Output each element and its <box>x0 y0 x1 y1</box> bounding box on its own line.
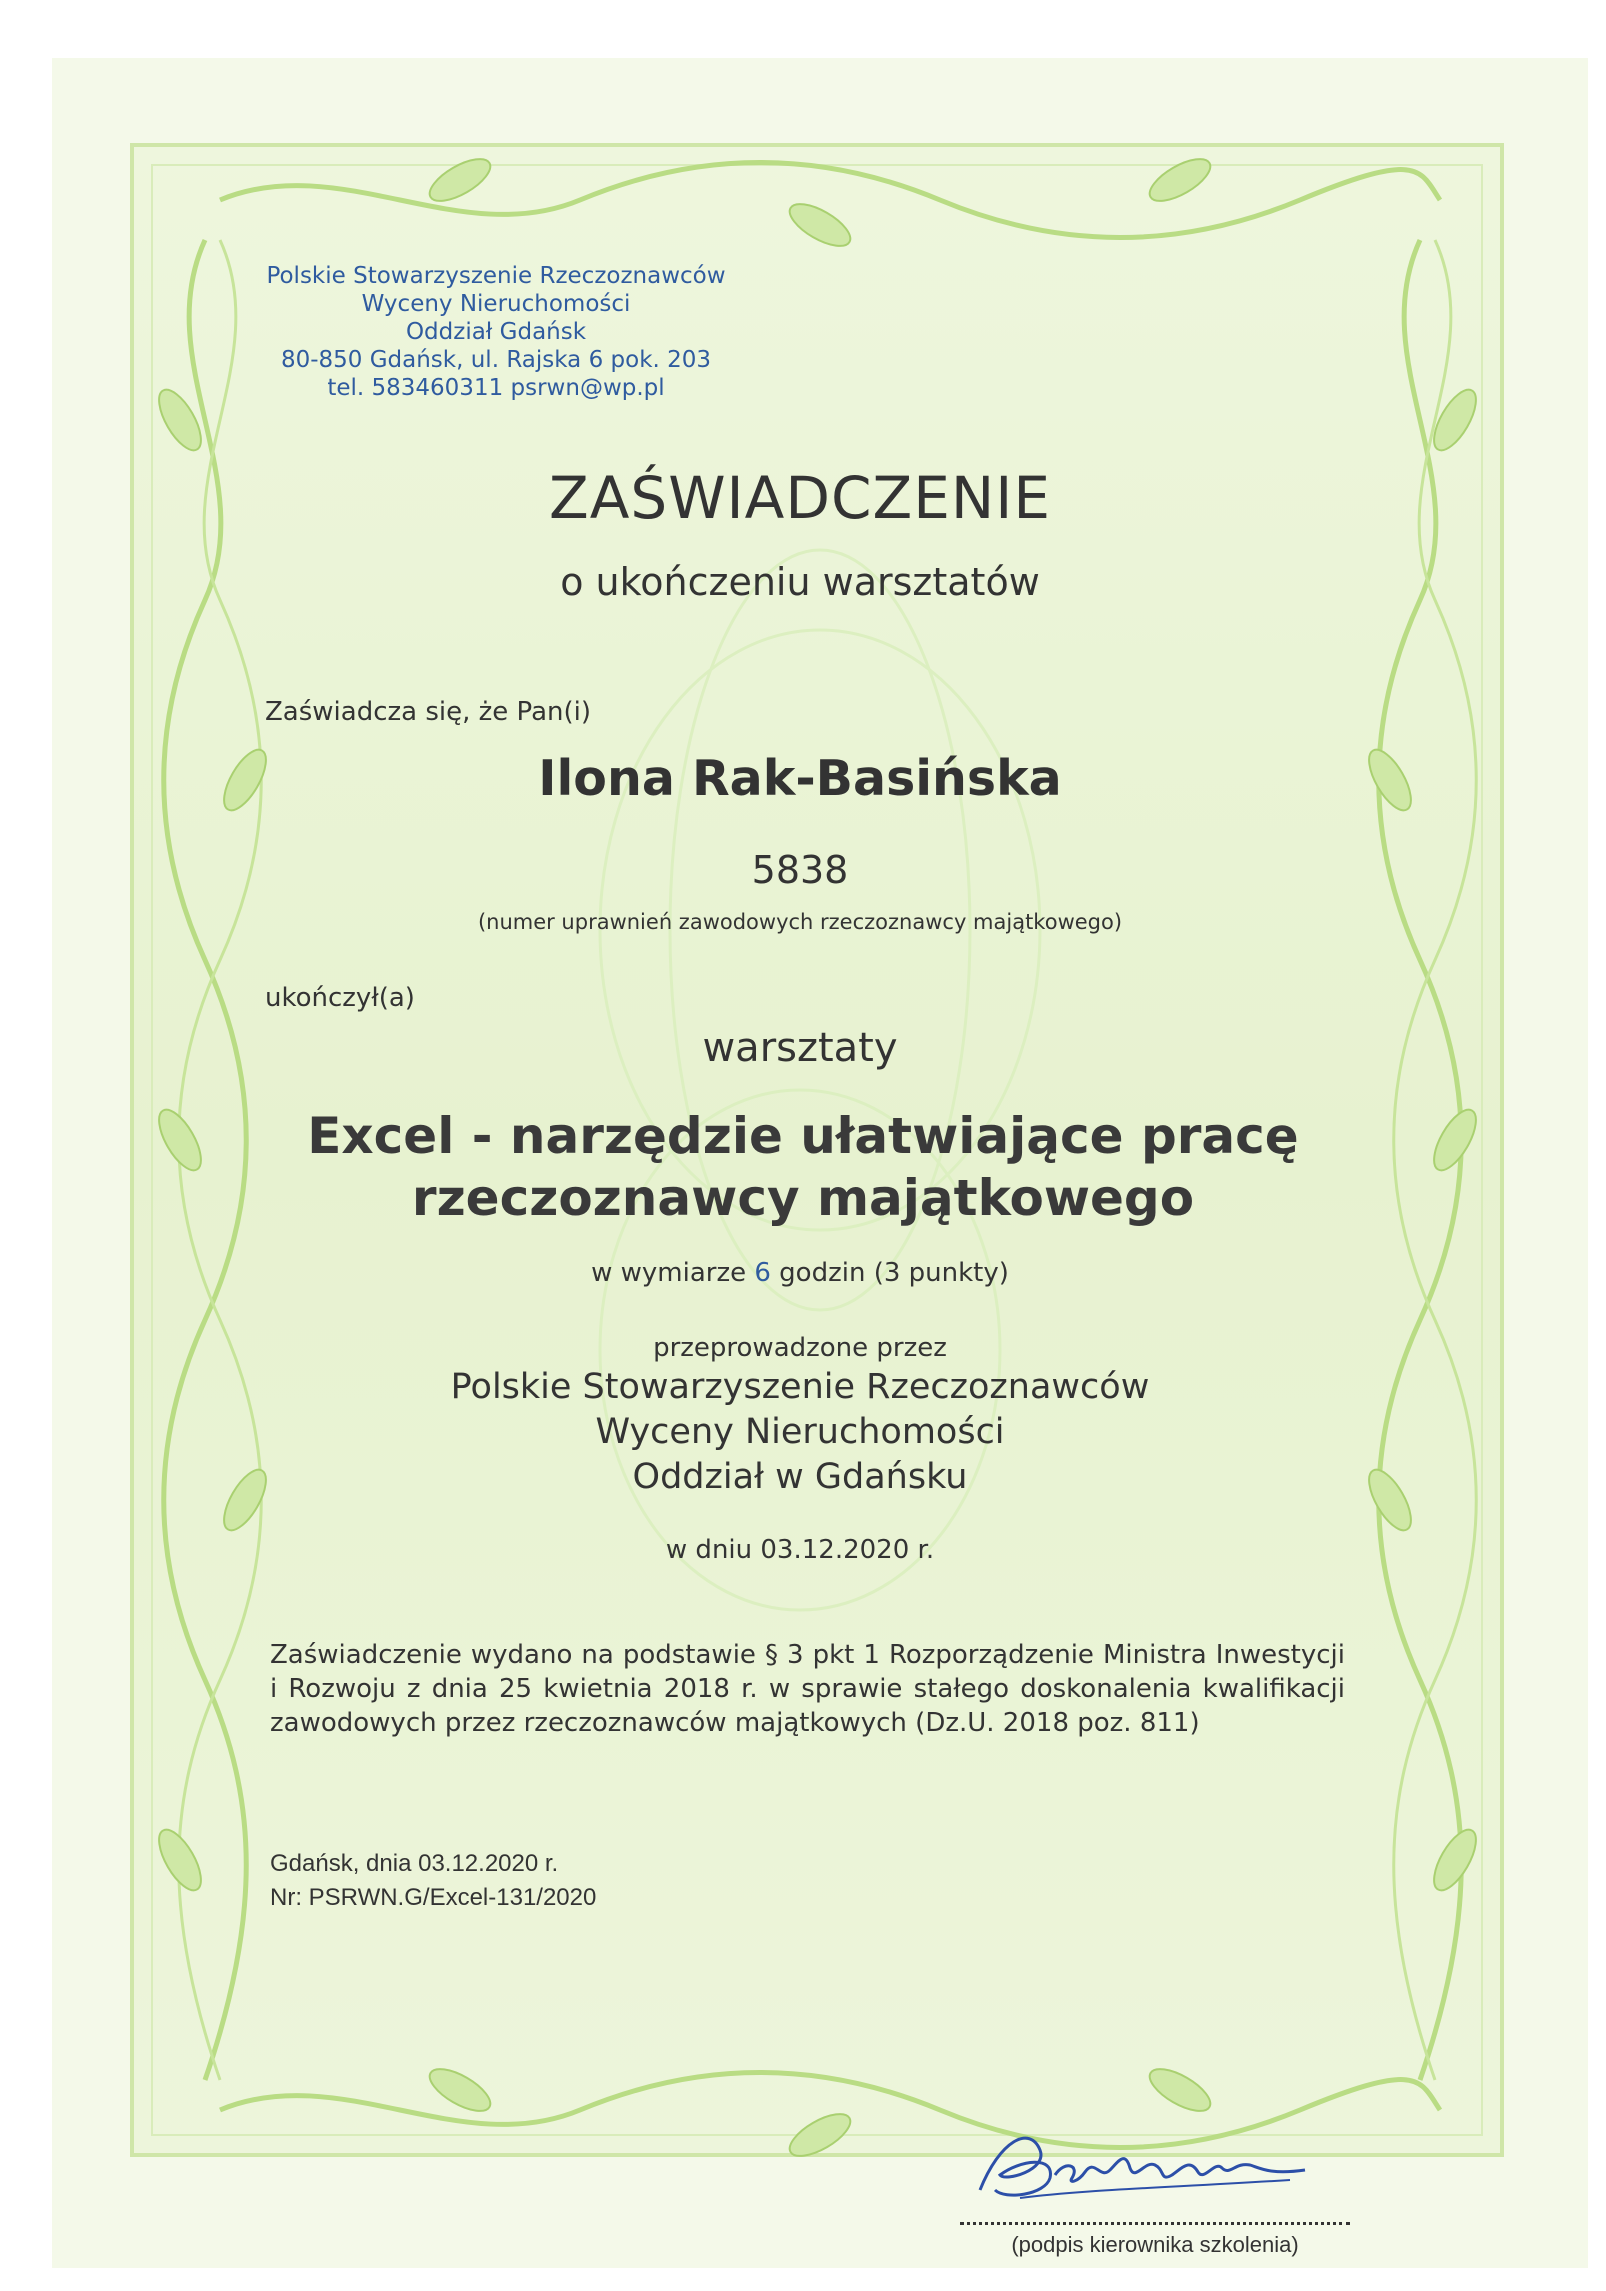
conducted-by-label: przeprowadzone przez <box>653 1333 947 1363</box>
hours-suffix: godzin (3 punkty) <box>779 1258 1009 1288</box>
certificate-title: ZAŚWIADCZENIE <box>548 464 1052 532</box>
issuer-line2: Wyceny Nieruchomości <box>361 291 631 317</box>
person-name: Ilona Rak-Basińska <box>538 750 1062 807</box>
issuer-contact: tel. 583460311 psrwn@wp.pl <box>327 375 665 401</box>
course-hours <box>300 1258 1300 1288</box>
license-number: 5838 <box>751 848 849 892</box>
reference-number: Nr: PSRWN.G/Excel-131/2020 <box>270 1884 597 1911</box>
hours-prefix: w wymiarze <box>591 1258 747 1288</box>
certifies-label: Zaświadcza się, że Pan(i) <box>265 697 591 727</box>
issuer-line1: Polskie Stowarzyszenie Rzeczoznawców <box>266 263 726 289</box>
course-title: Excel - narzędzie ułatwiające pracę rzeczoznawcy majątkowego <box>307 1107 1299 1227</box>
issue-place-date: Gdańsk, dnia 03.12.2020 r. <box>270 1850 559 1877</box>
signature <box>960 2120 1360 2215</box>
legal-basis: Zaświadczenie wydano na podstawie § 3 pkt 1 Rozporządzenie Ministra Inwestycji i Rozwoju z dnia 25 kwietnia 2018 r. w sprawie stałego doskonalenia kwalifikacji zawodowych przez rzeczoznawców majątkowych (Dz.U. 2018 poz. 811) <box>270 1640 1345 1738</box>
hours-value: 6 <box>754 1258 771 1288</box>
completed-label: ukończył(a) <box>265 983 415 1013</box>
organizer-line2: Wyceny Nieruchomości <box>595 1412 1005 1452</box>
license-note: (numer uprawnień zawodowych rzeczoznawcy majątkowego) <box>477 910 1123 934</box>
issuer-address: 80-850 Gdańsk, ul. Rajska 6 pok. 203 <box>280 347 712 373</box>
course-form: warsztaty <box>702 1025 898 1071</box>
certificate-subtitle: o ukończeniu warsztatów <box>560 560 1040 604</box>
event-date: w dniu 03.12.2020 r. <box>665 1535 935 1565</box>
organizer-line1: Polskie Stowarzyszenie Rzeczoznawców <box>450 1367 1150 1407</box>
signature-caption: (podpis kierownika szkolenia) <box>1011 2232 1299 2257</box>
organizer-line3: Oddział w Gdańsku <box>632 1457 968 1497</box>
issuer-line3: Oddział Gdańsk <box>405 319 587 345</box>
signature-line <box>960 2222 1350 2225</box>
